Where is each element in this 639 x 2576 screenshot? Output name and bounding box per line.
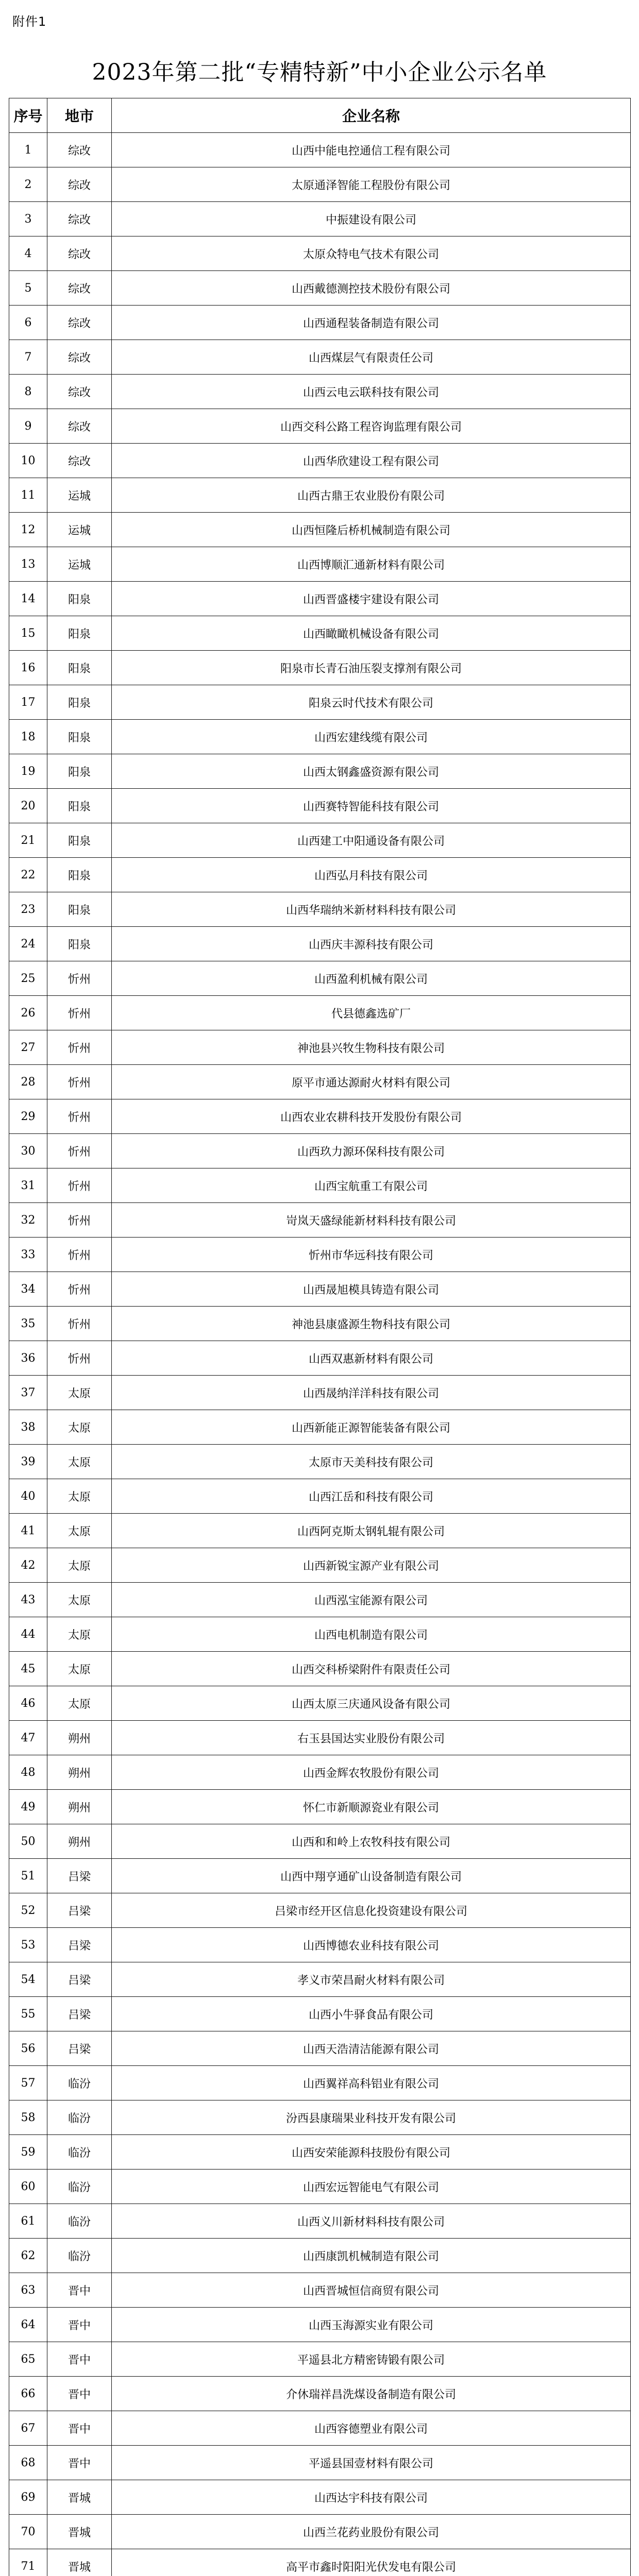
- row-city-cell: 晋中: [47, 2342, 112, 2377]
- row-index-cell: 49: [9, 1790, 47, 1824]
- row-index-cell: 37: [9, 1376, 47, 1410]
- row-company-cell: 山西兰花药业股份有限公司: [112, 2515, 631, 2549]
- table-row: [9, 236, 631, 271]
- row-index-cell: 30: [9, 1134, 47, 1168]
- row-index-cell: 59: [9, 2135, 47, 2170]
- row-city-cell: 综改: [47, 133, 112, 167]
- document-title: 2023年第二批“专精特新”中小企业公示名单: [92, 59, 547, 86]
- row-index-cell: 28: [9, 1065, 47, 1099]
- table-row: [9, 996, 631, 1030]
- table-row: [9, 1065, 631, 1099]
- row-company-cell: 代县德鑫选矿厂: [112, 996, 631, 1030]
- row-company-cell: 山西通程装备制造有限公司: [112, 306, 631, 340]
- row-company-cell: 山西古鼎王农业股份有限公司: [112, 478, 631, 513]
- row-index-cell: 3: [9, 202, 47, 236]
- row-index-cell: 64: [9, 2308, 47, 2342]
- row-index-cell: 52: [9, 1893, 47, 1928]
- table-row: [9, 2342, 631, 2377]
- row-index-cell: 11: [9, 478, 47, 513]
- row-city-cell: 阳泉: [47, 927, 112, 961]
- table-row: [9, 892, 631, 927]
- table-body: [9, 133, 631, 2576]
- table-row: [9, 1617, 631, 1652]
- row-company-cell: 山西赛特智能科技有限公司: [112, 789, 631, 823]
- table-row: [9, 2031, 631, 2066]
- row-city-cell: 吕梁: [47, 2031, 112, 2066]
- row-index-cell: 19: [9, 754, 47, 789]
- table-row: [9, 2549, 631, 2576]
- row-city-cell: 阳泉: [47, 651, 112, 685]
- row-index-cell: 31: [9, 1168, 47, 1203]
- table-row: [9, 409, 631, 444]
- table-row: [9, 582, 631, 616]
- row-city-cell: 阳泉: [47, 823, 112, 858]
- row-city-cell: 综改: [47, 340, 112, 375]
- table-row: [9, 789, 631, 823]
- row-company-cell: 太原市天美科技有限公司: [112, 1445, 631, 1479]
- row-city-cell: 吕梁: [47, 1928, 112, 1962]
- table-row: [9, 1410, 631, 1445]
- table-row: [9, 2480, 631, 2515]
- table-row: [9, 927, 631, 961]
- row-company-cell: 山西晟旭模具铸造有限公司: [112, 1272, 631, 1307]
- row-city-cell: 朔州: [47, 1721, 112, 1755]
- row-company-cell: 山西煤层气有限责任公司: [112, 340, 631, 375]
- table-row: [9, 375, 631, 409]
- row-company-cell: 岢岚天盛绿能新材料科技有限公司: [112, 1203, 631, 1238]
- row-city-cell: 晋中: [47, 2446, 112, 2480]
- row-index-cell: 5: [9, 271, 47, 306]
- table-row: [9, 1859, 631, 1893]
- row-city-cell: 忻州: [47, 1168, 112, 1203]
- row-company-cell: 山西康凯机械制造有限公司: [112, 2239, 631, 2273]
- row-index-cell: 57: [9, 2066, 47, 2100]
- row-company-cell: 神池县兴牧生物科技有限公司: [112, 1030, 631, 1065]
- row-city-cell: 忻州: [47, 1203, 112, 1238]
- row-index-cell: 42: [9, 1548, 47, 1583]
- table-row: [9, 2204, 631, 2239]
- table-row: [9, 1030, 631, 1065]
- row-index-cell: 50: [9, 1824, 47, 1859]
- row-city-cell: 阳泉: [47, 616, 112, 651]
- table-row: [9, 133, 631, 167]
- row-company-cell: 山西建工中阳通设备有限公司: [112, 823, 631, 858]
- row-index-cell: 4: [9, 236, 47, 271]
- row-company-cell: 山西博顺汇通新材料有限公司: [112, 547, 631, 582]
- row-index-cell: 15: [9, 616, 47, 651]
- row-index-cell: 33: [9, 1238, 47, 1272]
- table-row: [9, 306, 631, 340]
- row-city-cell: 运城: [47, 478, 112, 513]
- row-city-cell: 太原: [47, 1583, 112, 1617]
- row-city-cell: 忻州: [47, 1272, 112, 1307]
- row-city-cell: 太原: [47, 1410, 112, 1445]
- row-company-cell: 山西宏建线缆有限公司: [112, 720, 631, 754]
- row-city-cell: 临汾: [47, 2135, 112, 2170]
- row-city-cell: 综改: [47, 375, 112, 409]
- table-row: [9, 754, 631, 789]
- row-city-cell: 阳泉: [47, 892, 112, 927]
- row-company-cell: 山西阿克斯太钢轧辊有限公司: [112, 1514, 631, 1548]
- row-city-cell: 晋中: [47, 2377, 112, 2411]
- table-row: [9, 858, 631, 892]
- row-company-cell: 山西玖力源环保科技有限公司: [112, 1134, 631, 1168]
- row-city-cell: 忻州: [47, 1238, 112, 1272]
- row-index-cell: 25: [9, 961, 47, 996]
- row-index-cell: 70: [9, 2515, 47, 2549]
- row-index-cell: 54: [9, 1962, 47, 1997]
- table-row: [9, 547, 631, 582]
- row-city-cell: 吕梁: [47, 1893, 112, 1928]
- table-row: [9, 1583, 631, 1617]
- row-index-cell: 39: [9, 1445, 47, 1479]
- row-index-cell: 58: [9, 2100, 47, 2135]
- row-company-cell: 山西云电云联科技有限公司: [112, 375, 631, 409]
- row-company-cell: 山西金辉农牧股份有限公司: [112, 1755, 631, 1790]
- row-company-cell: 山西华欣建设工程有限公司: [112, 444, 631, 478]
- row-company-cell: 平遥县国壹材料有限公司: [112, 2446, 631, 2480]
- row-city-cell: 吕梁: [47, 1859, 112, 1893]
- row-city-cell: 临汾: [47, 2239, 112, 2273]
- row-city-cell: 太原: [47, 1376, 112, 1410]
- table-row: [9, 2239, 631, 2273]
- row-company-cell: 太原众特电气技术有限公司: [112, 236, 631, 271]
- row-city-cell: 忻州: [47, 1307, 112, 1341]
- table-row: [9, 2273, 631, 2308]
- row-city-cell: 运城: [47, 513, 112, 547]
- row-index-cell: 61: [9, 2204, 47, 2239]
- table-row: [9, 1652, 631, 1686]
- row-company-cell: 阳泉市长青石油压裂支撑剂有限公司: [112, 651, 631, 685]
- row-city-cell: 吕梁: [47, 1962, 112, 1997]
- table-row: [9, 1755, 631, 1790]
- row-city-cell: 阳泉: [47, 685, 112, 720]
- row-company-cell: 山西双惠新材料有限公司: [112, 1341, 631, 1376]
- row-city-cell: 忻州: [47, 961, 112, 996]
- row-company-cell: 山西太钢鑫盛资源有限公司: [112, 754, 631, 789]
- row-index-cell: 44: [9, 1617, 47, 1652]
- table-row: [9, 1686, 631, 1721]
- table-row: [9, 1928, 631, 1962]
- row-index-cell: 62: [9, 2239, 47, 2273]
- table-row: [9, 2515, 631, 2549]
- table-row: [9, 1893, 631, 1928]
- row-index-cell: 55: [9, 1997, 47, 2031]
- row-index-cell: 67: [9, 2411, 47, 2446]
- row-index-cell: 36: [9, 1341, 47, 1376]
- row-city-cell: 临汾: [47, 2100, 112, 2135]
- row-city-cell: 朔州: [47, 1790, 112, 1824]
- table-row: [9, 823, 631, 858]
- row-city-cell: 阳泉: [47, 858, 112, 892]
- row-company-cell: 山西容德塑业有限公司: [112, 2411, 631, 2446]
- row-company-cell: 山西交科公路工程咨询监理有限公司: [112, 409, 631, 444]
- row-company-cell: 山西新锐宝源产业有限公司: [112, 1548, 631, 1583]
- row-index-cell: 47: [9, 1721, 47, 1755]
- row-city-cell: 临汾: [47, 2204, 112, 2239]
- row-company-cell: 山西电机制造有限公司: [112, 1617, 631, 1652]
- row-index-cell: 46: [9, 1686, 47, 1721]
- row-city-cell: 阳泉: [47, 754, 112, 789]
- row-city-cell: 阳泉: [47, 582, 112, 616]
- row-index-cell: 14: [9, 582, 47, 616]
- row-city-cell: 太原: [47, 1686, 112, 1721]
- row-city-cell: 临汾: [47, 2170, 112, 2204]
- row-city-cell: 晋中: [47, 2273, 112, 2308]
- row-index-cell: 16: [9, 651, 47, 685]
- row-company-cell: 原平市通达源耐火材料有限公司: [112, 1065, 631, 1099]
- row-company-cell: 山西新能正源智能装备有限公司: [112, 1410, 631, 1445]
- table-row: [9, 444, 631, 478]
- row-city-cell: 太原: [47, 1548, 112, 1583]
- row-company-cell: 山西恒隆后桥机械制造有限公司: [112, 513, 631, 547]
- row-index-cell: 68: [9, 2446, 47, 2480]
- row-company-cell: 山西泓宝能源有限公司: [112, 1583, 631, 1617]
- table-row: [9, 2100, 631, 2135]
- row-company-cell: 山西天浩清洁能源有限公司: [112, 2031, 631, 2066]
- table-row: [9, 1479, 631, 1514]
- row-city-cell: 太原: [47, 1479, 112, 1514]
- row-company-cell: 山西晋城恒信商贸有限公司: [112, 2273, 631, 2308]
- row-city-cell: 临汾: [47, 2066, 112, 2100]
- row-company-cell: 山西晟纳洋洋科技有限公司: [112, 1376, 631, 1410]
- table-row: [9, 2170, 631, 2204]
- row-index-cell: 32: [9, 1203, 47, 1238]
- row-city-cell: 朔州: [47, 1755, 112, 1790]
- row-city-cell: 综改: [47, 409, 112, 444]
- table-row: [9, 2377, 631, 2411]
- row-city-cell: 太原: [47, 1514, 112, 1548]
- table-row: [9, 2411, 631, 2446]
- row-index-cell: 69: [9, 2480, 47, 2515]
- row-company-cell: 山西义川新材料科技有限公司: [112, 2204, 631, 2239]
- row-company-cell: 平遥县北方精密铸锻有限公司: [112, 2342, 631, 2377]
- row-city-cell: 阳泉: [47, 789, 112, 823]
- row-index-cell: 35: [9, 1307, 47, 1341]
- row-index-cell: 26: [9, 996, 47, 1030]
- row-city-cell: 阳泉: [47, 720, 112, 754]
- row-index-cell: 24: [9, 927, 47, 961]
- table-row: [9, 1307, 631, 1341]
- row-city-cell: 朔州: [47, 1824, 112, 1859]
- row-company-cell: 高平市鑫时阳阳光伏发电有限公司: [112, 2549, 631, 2576]
- row-company-cell: 山西小牛驿食品有限公司: [112, 1997, 631, 2031]
- table-row: [9, 1099, 631, 1134]
- row-company-cell: 中振建设有限公司: [112, 202, 631, 236]
- row-city-cell: 忻州: [47, 996, 112, 1030]
- row-company-cell: 山西华瑞纳米新材料科技有限公司: [112, 892, 631, 927]
- table-row: [9, 2066, 631, 2100]
- row-company-cell: 介休瑞祥昌洗煤设备制造有限公司: [112, 2377, 631, 2411]
- row-city-cell: 忻州: [47, 1030, 112, 1065]
- table-row: [9, 1203, 631, 1238]
- row-index-cell: 2: [9, 167, 47, 202]
- table-row: [9, 202, 631, 236]
- row-city-cell: 忻州: [47, 1341, 112, 1376]
- row-company-cell: 阳泉云时代技术有限公司: [112, 685, 631, 720]
- table-row: [9, 1238, 631, 1272]
- row-company-cell: 山西和和岭上农牧科技有限公司: [112, 1824, 631, 1859]
- row-index-cell: 22: [9, 858, 47, 892]
- row-city-cell: 晋城: [47, 2515, 112, 2549]
- row-company-cell: 山西中翔亨通矿山设备制造有限公司: [112, 1859, 631, 1893]
- row-company-cell: 汾西县康瑞果业科技开发有限公司: [112, 2100, 631, 2135]
- row-company-cell: 山西宏远智能电气有限公司: [112, 2170, 631, 2204]
- row-city-cell: 忻州: [47, 1134, 112, 1168]
- row-city-cell: 忻州: [47, 1065, 112, 1099]
- row-company-cell: 山西太原三庆通风设备有限公司: [112, 1686, 631, 1721]
- table-row: [9, 1272, 631, 1307]
- row-index-cell: 48: [9, 1755, 47, 1790]
- row-city-cell: 综改: [47, 202, 112, 236]
- row-city-cell: 太原: [47, 1445, 112, 1479]
- row-company-cell: 山西戴德测控技术股份有限公司: [112, 271, 631, 306]
- table-row: [9, 513, 631, 547]
- table-row: [9, 685, 631, 720]
- row-index-cell: 12: [9, 513, 47, 547]
- row-index-cell: 63: [9, 2273, 47, 2308]
- row-company-cell: 右玉县国达实业股份有限公司: [112, 1721, 631, 1755]
- row-index-cell: 40: [9, 1479, 47, 1514]
- row-index-cell: 10: [9, 444, 47, 478]
- row-index-cell: 18: [9, 720, 47, 754]
- column-header-index: 序号: [9, 98, 47, 133]
- row-index-cell: 66: [9, 2377, 47, 2411]
- table-row: [9, 1514, 631, 1548]
- row-index-cell: 43: [9, 1583, 47, 1617]
- table-row: [9, 1134, 631, 1168]
- row-company-cell: 神池县康盛源生物科技有限公司: [112, 1307, 631, 1341]
- row-company-cell: 怀仁市新顺源瓷业有限公司: [112, 1790, 631, 1824]
- table-row: [9, 1445, 631, 1479]
- row-company-cell: 山西博德农业科技有限公司: [112, 1928, 631, 1962]
- row-index-cell: 6: [9, 306, 47, 340]
- row-city-cell: 晋中: [47, 2308, 112, 2342]
- table-row: [9, 271, 631, 306]
- row-company-cell: 山西弘月科技有限公司: [112, 858, 631, 892]
- row-city-cell: 太原: [47, 1652, 112, 1686]
- row-city-cell: 晋城: [47, 2480, 112, 2515]
- row-company-cell: 山西庆丰源科技有限公司: [112, 927, 631, 961]
- row-company-cell: 山西宝航重工有限公司: [112, 1168, 631, 1203]
- attachment-label: 附件1: [12, 14, 47, 29]
- table-row: [9, 2446, 631, 2480]
- row-index-cell: 41: [9, 1514, 47, 1548]
- row-company-cell: 忻州市华远科技有限公司: [112, 1238, 631, 1272]
- row-index-cell: 60: [9, 2170, 47, 2204]
- row-index-cell: 20: [9, 789, 47, 823]
- row-company-cell: 太原通泽智能工程股份有限公司: [112, 167, 631, 202]
- table-row: [9, 961, 631, 996]
- row-index-cell: 51: [9, 1859, 47, 1893]
- row-company-cell: 山西中能电控通信工程有限公司: [112, 133, 631, 167]
- row-index-cell: 13: [9, 547, 47, 582]
- row-company-cell: 山西交科桥梁附件有限责任公司: [112, 1652, 631, 1686]
- company-list-table: [9, 98, 631, 2576]
- row-company-cell: 山西江岳和科技有限公司: [112, 1479, 631, 1514]
- row-company-cell: 山西瞰瞰机械设备有限公司: [112, 616, 631, 651]
- column-header-city: 地市: [47, 98, 112, 133]
- row-company-cell: 山西玉海源实业有限公司: [112, 2308, 631, 2342]
- column-header-company: 企业名称: [112, 98, 631, 133]
- row-index-cell: 27: [9, 1030, 47, 1065]
- row-city-cell: 吕梁: [47, 1997, 112, 2031]
- row-index-cell: 71: [9, 2549, 47, 2576]
- row-index-cell: 38: [9, 1410, 47, 1445]
- row-index-cell: 45: [9, 1652, 47, 1686]
- row-city-cell: 忻州: [47, 1099, 112, 1134]
- row-index-cell: 21: [9, 823, 47, 858]
- table-row: [9, 616, 631, 651]
- table-row: [9, 167, 631, 202]
- row-city-cell: 综改: [47, 444, 112, 478]
- table-row: [9, 720, 631, 754]
- row-index-cell: 8: [9, 375, 47, 409]
- row-company-cell: 山西晋盛楼宇建设有限公司: [112, 582, 631, 616]
- row-city-cell: 综改: [47, 271, 112, 306]
- row-index-cell: 34: [9, 1272, 47, 1307]
- row-city-cell: 运城: [47, 547, 112, 582]
- row-index-cell: 29: [9, 1099, 47, 1134]
- row-index-cell: 65: [9, 2342, 47, 2377]
- table-header-row: [9, 98, 631, 133]
- table-row: [9, 1997, 631, 2031]
- row-company-cell: 山西安荣能源科技股份有限公司: [112, 2135, 631, 2170]
- row-city-cell: 太原: [47, 1617, 112, 1652]
- table-row: [9, 1168, 631, 1203]
- row-company-cell: 吕梁市经开区信息化投资建设有限公司: [112, 1893, 631, 1928]
- table-row: [9, 1962, 631, 1997]
- row-city-cell: 综改: [47, 236, 112, 271]
- table-row: [9, 1721, 631, 1755]
- row-index-cell: 9: [9, 409, 47, 444]
- table-row: [9, 2308, 631, 2342]
- table-row: [9, 1341, 631, 1376]
- row-company-cell: 山西农业农耕科技开发股份有限公司: [112, 1099, 631, 1134]
- table-row: [9, 1548, 631, 1583]
- row-city-cell: 综改: [47, 167, 112, 202]
- table-row: [9, 340, 631, 375]
- table-row: [9, 2135, 631, 2170]
- row-index-cell: 53: [9, 1928, 47, 1962]
- table-row: [9, 478, 631, 513]
- table-row: [9, 1824, 631, 1859]
- row-index-cell: 7: [9, 340, 47, 375]
- row-city-cell: 晋城: [47, 2549, 112, 2576]
- row-city-cell: 综改: [47, 306, 112, 340]
- row-company-cell: 孝义市荣昌耐火材料有限公司: [112, 1962, 631, 1997]
- row-index-cell: 1: [9, 133, 47, 167]
- row-company-cell: 山西达宇科技有限公司: [112, 2480, 631, 2515]
- table-row: [9, 1790, 631, 1824]
- row-index-cell: 23: [9, 892, 47, 927]
- row-city-cell: 晋中: [47, 2411, 112, 2446]
- row-company-cell: 山西盈利机械有限公司: [112, 961, 631, 996]
- row-company-cell: 山西翼祥高科铝业有限公司: [112, 2066, 631, 2100]
- row-index-cell: 56: [9, 2031, 47, 2066]
- table-row: [9, 1376, 631, 1410]
- table-row: [9, 651, 631, 685]
- row-index-cell: 17: [9, 685, 47, 720]
